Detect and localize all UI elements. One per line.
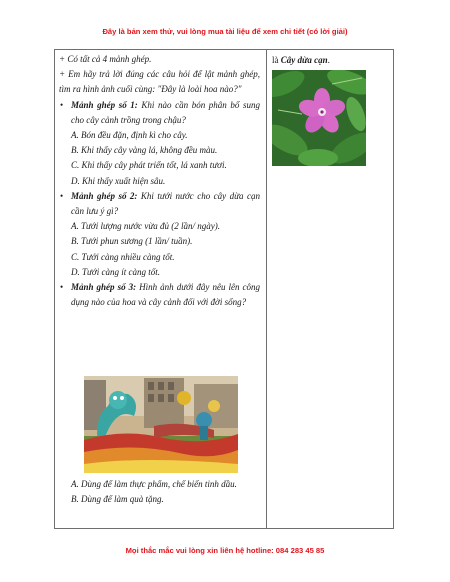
pieces-count-line: + Có tất cả 4 mảnh ghép. (59, 54, 152, 64)
q1-option-d: D. Khi thấy xuất hiện sâu. (71, 175, 166, 186)
question-1 (59, 98, 260, 128)
right-column (272, 53, 390, 67)
answer-suffix: . (327, 55, 330, 65)
answer-prefix: là (272, 55, 281, 65)
bullet-icon: • (60, 282, 64, 293)
answer-text: Cây dừa cạn (280, 55, 328, 65)
q1-option-b: B. Khi thấy cây vàng lá, không đều màu. (71, 145, 218, 156)
question-2 (59, 189, 260, 219)
q2-option-c: C. Tưới càng nhiều càng tốt. (71, 251, 175, 262)
question-3-options (59, 477, 260, 507)
column-divider (266, 50, 267, 528)
q2-option-b: B. Tưới phun sương (1 lần/ tuần). (71, 236, 193, 247)
hotline-banner: Mọi thắc mắc vui lòng xin liên hệ hotline: 084 283 45 85 (125, 546, 325, 555)
preview-banner: Đây là bản xem thử, vui lòng mua tài liệu để xem chi tiết (có lời giải) (102, 27, 348, 36)
question-1-text: Khi nào cần bón phân bổ sung cho cây cảnh trồng trong chậu? (71, 99, 260, 125)
q1-option-c: C. Khi thấy cây phát triển tốt, lá xanh tươi. (71, 160, 227, 171)
q2-option-a: A. Tưới lượng nước vừa đủ (2 lần/ ngày). (71, 221, 221, 232)
bullet-icon: • (60, 99, 64, 110)
question-2-text: Khi tưới nước cho cây dừa cạn cần lưu ý gì? (71, 190, 261, 217)
question-2-head: Mảnh ghép số 2: (71, 190, 138, 201)
question-1-head: Mảnh ghép số 1: (71, 99, 138, 110)
content-table (54, 49, 394, 529)
instruction-line: + Em hãy trả lời đúng các câu hỏi để lật mảnh ghép, tìm ra hình ảnh cuối cùng: "Đây là loài hoa nào?" (59, 69, 260, 95)
bullet-icon: • (60, 190, 64, 201)
q3-option-a: A. Dùng để làm thực phẩm, chế biến tinh dầu. (71, 479, 237, 489)
q1-option-a: A. Bón đều đặn, định kì cho cây. (71, 130, 188, 141)
left-column (59, 52, 260, 310)
question-3-head: Mảnh ghép số 3: (71, 282, 137, 293)
q2-option-d: D. Tưới càng ít càng tốt. (71, 266, 160, 277)
q3-option-b: B. Dùng để làm quà tặng. (71, 494, 164, 505)
question-3-text: Hình ảnh dưới đây nêu lên công dụng nào của hoa và cây cảnh đối với đời sống? (71, 282, 260, 308)
question-3 (59, 280, 260, 310)
flower-festival-image (84, 376, 238, 473)
periwinkle-flower-image (272, 70, 366, 166)
